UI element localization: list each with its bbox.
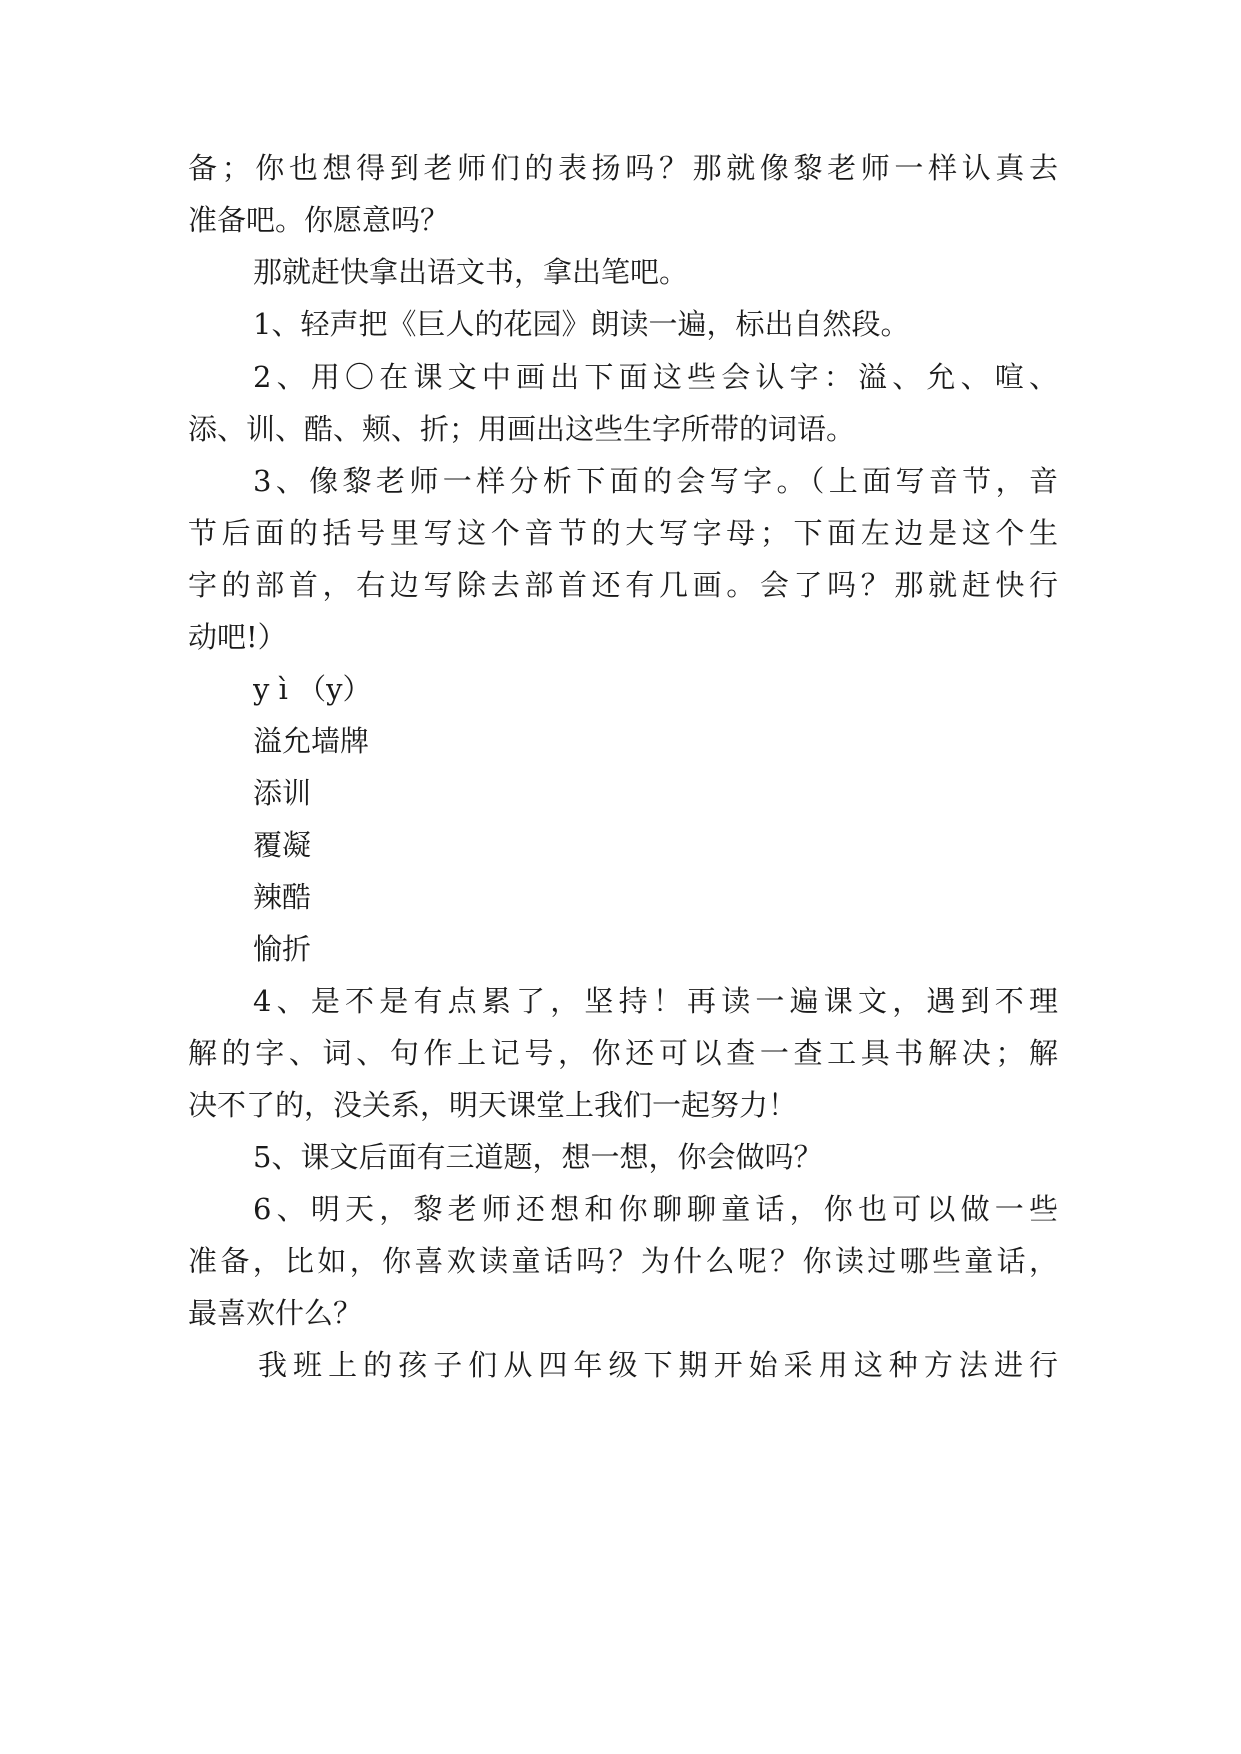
text-line: 最喜欢什么？	[188, 1296, 363, 1330]
text-line: 1、轻声把《巨人的花园》朗读一遍，标出自然段。	[253, 307, 910, 341]
text-line: 3、像黎老师一样分析下面的会写字。（上面写音节，音	[253, 464, 1058, 498]
text-line: 备；你也想得到老师们的表扬吗？那就像黎老师一样认真去	[188, 151, 1058, 185]
text-line: 我班上的孩子们从四年级下期开始采用这种方法进行	[258, 1348, 1058, 1382]
text-line: 动吧!）	[188, 620, 287, 654]
text-line: 那就赶快拿出语文书，拿出笔吧。	[253, 255, 689, 289]
text-line: 添训	[253, 776, 312, 810]
text-line: 准备吧。你愿意吗？	[188, 203, 450, 237]
text-line: 字的部首，右边写除去部首还有几画。会了吗？那就赶快行	[188, 568, 1058, 602]
text-line: 溢允墙牌	[253, 724, 370, 758]
text-line: 5、课文后面有三道题，想一想，你会做吗？	[253, 1140, 823, 1174]
text-line: 覆凝	[253, 828, 312, 862]
text-line: 辣酷	[253, 880, 312, 914]
text-line: 6、明天，黎老师还想和你聊聊童话，你也可以做一些	[253, 1192, 1058, 1226]
text-line: y ì （y）	[253, 672, 372, 706]
text-line: 愉折	[253, 932, 312, 966]
text-line: 解的字、词、句作上记号，你还可以查一查工具书解决；解	[188, 1036, 1058, 1070]
text-line: 添、训、酷、颊、折；用画出这些生字所带的词语。	[188, 412, 856, 446]
text-line: 准备，比如，你喜欢读童话吗？为什么呢？你读过哪些童话，	[188, 1244, 1058, 1278]
text-line: 2、用〇在课文中画出下面这些会认字：溢、允、喧、	[253, 360, 1058, 394]
text-line: 决不了的，没关系，明天课堂上我们一起努力！	[188, 1088, 798, 1122]
text-line: 节后面的括号里写这个音节的大写字母；下面左边是这个生	[188, 516, 1058, 550]
text-line: 4、是不是有点累了，坚持！再读一遍课文，遇到不理	[253, 984, 1058, 1018]
